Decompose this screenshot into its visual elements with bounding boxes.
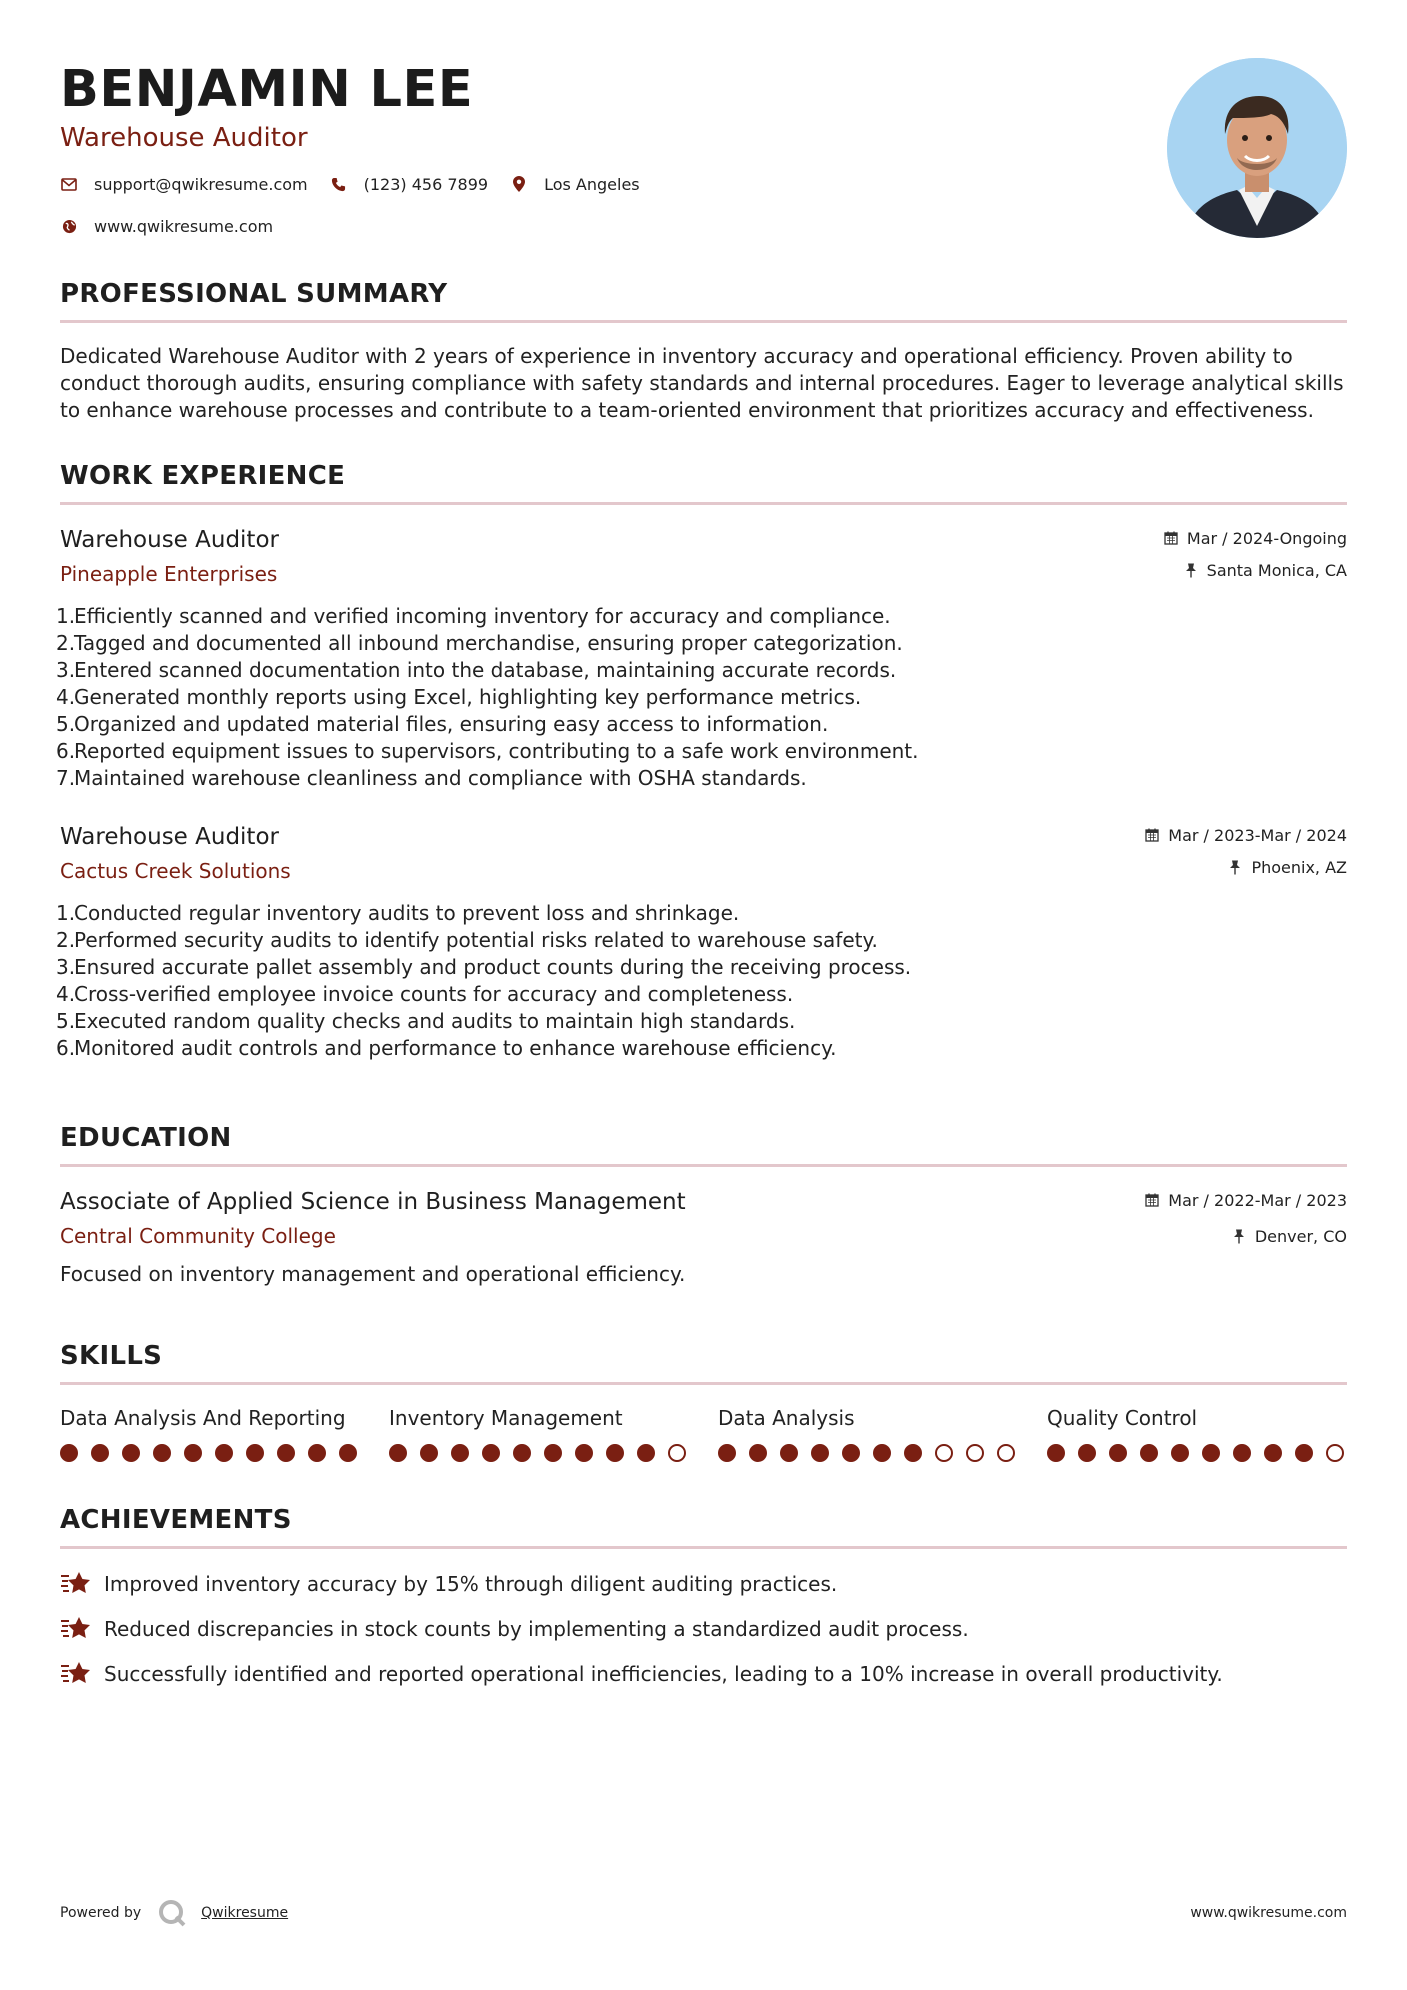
skills-grid xyxy=(60,1405,1347,1462)
rating-dot-filled xyxy=(780,1444,798,1462)
rating-dot-filled xyxy=(904,1444,922,1462)
skill-item xyxy=(60,1405,360,1462)
envelope-icon xyxy=(60,175,78,193)
summary-text: Dedicated Warehouse Auditor with 2 years of experience in inventory accuracy and operational efficiency. Proven ability to conduct thorough audits, ensuring compliance with safety standards and internal procedures. Eager to leverage analytical skills to enhance warehouse processes and contribute to a team-oriented environment that prioritizes accuracy and effectiveness. xyxy=(60,344,1344,422)
summary-section xyxy=(60,278,1347,424)
list-item: 4. Generated monthly reports using Excel, highlighting key performance metrics. xyxy=(56,685,862,709)
education-heading: EDUCATION xyxy=(60,1122,1347,1167)
skill-name: Inventory Management xyxy=(389,1406,623,1430)
contact-row-primary xyxy=(60,172,1347,196)
achievements-section xyxy=(60,1504,1347,1689)
rating-dot-filled xyxy=(1109,1444,1127,1462)
job-bullets xyxy=(56,603,1347,792)
skills-section xyxy=(60,1340,1347,1462)
job-entry xyxy=(56,822,1347,1062)
skill-name: Data Analysis And Reporting xyxy=(60,1406,346,1430)
contact-website[interactable] xyxy=(60,217,273,236)
job-meta xyxy=(1144,824,1347,878)
rating-dot-filled xyxy=(389,1444,407,1462)
footer-website[interactable]: www.qwikresume.com xyxy=(1190,1905,1347,1921)
rating-dot-filled xyxy=(308,1444,326,1462)
star-medal-icon xyxy=(60,1659,92,1689)
pushpin-icon xyxy=(1231,1228,1247,1244)
rating-dot-filled xyxy=(1264,1444,1282,1462)
rating-dot-filled xyxy=(1047,1444,1065,1462)
rating-dot-filled xyxy=(420,1444,438,1462)
job-title: Warehouse Auditor xyxy=(60,527,279,553)
pushpin-icon xyxy=(1227,859,1243,875)
skill-rating xyxy=(389,1444,689,1462)
location-text: Los Angeles xyxy=(544,174,640,194)
list-item: 6. Reported equipment issues to supervisors, contributing to a safe work environment. xyxy=(56,739,919,763)
rating-dot-filled xyxy=(339,1444,357,1462)
job-dates-text: Mar / 2023-Mar / 2024 xyxy=(1168,825,1347,845)
list-item: 2. Tagged and documented all inbound merchandise, ensuring proper categorization. xyxy=(56,631,903,655)
list-item: 3. Ensured accurate pallet assembly and product counts during the receiving process. xyxy=(56,955,912,979)
rating-dot-filled xyxy=(1233,1444,1251,1462)
skill-rating xyxy=(718,1444,1018,1462)
summary-heading: PROFESSIONAL SUMMARY xyxy=(60,278,1347,323)
list-item: 2. Performed security audits to identify potential risks related to warehouse safety. xyxy=(56,928,878,952)
education-location xyxy=(1144,1225,1347,1247)
achievement-text: Improved inventory accuracy by 15% through diligent auditing practices. xyxy=(104,1571,838,1596)
resume-header xyxy=(60,0,1347,250)
education-meta xyxy=(1144,1189,1347,1247)
degree-title: Associate of Applied Science in Business Management xyxy=(60,1189,686,1215)
achievements-list xyxy=(60,1569,1347,1689)
contact-row-secondary xyxy=(60,214,1347,238)
rating-dot-empty xyxy=(966,1444,984,1462)
calendar-icon xyxy=(1144,1192,1160,1208)
job-entry xyxy=(56,525,1347,792)
job-meta xyxy=(1163,527,1347,581)
list-item: 1. Conducted regular inventory audits to prevent loss and shrinkage. xyxy=(56,901,740,925)
rating-dot-filled xyxy=(718,1444,736,1462)
rating-dot-filled xyxy=(1171,1444,1189,1462)
job-location-text: Santa Monica, CA xyxy=(1206,560,1347,580)
education-dates xyxy=(1144,1189,1347,1211)
contact-phone[interactable] xyxy=(330,175,488,194)
achievement-text: Successfully identified and reported operational inefficiencies, leading to a 10% increase in overall productivity. xyxy=(104,1661,1223,1686)
skill-item xyxy=(1047,1405,1347,1462)
email-text: support@qwikresume.com xyxy=(94,174,308,194)
job-company: Cactus Creek Solutions xyxy=(60,859,291,883)
website-text: www.qwikresume.com xyxy=(94,216,274,236)
list-item xyxy=(60,1659,1347,1689)
skill-item xyxy=(718,1405,1018,1462)
job-dates xyxy=(1144,824,1347,846)
page-footer xyxy=(60,1898,1347,1928)
job-location xyxy=(1163,559,1347,581)
rating-dot-filled xyxy=(1078,1444,1096,1462)
skills-heading: SKILLS xyxy=(60,1340,1347,1385)
contact-email[interactable] xyxy=(60,175,308,194)
list-item: 3. Entered scanned documentation into the database, maintaining accurate records. xyxy=(56,658,897,682)
education-entry xyxy=(60,1187,1347,1288)
job-company: Pineapple Enterprises xyxy=(60,562,278,586)
qwikresume-logo-icon xyxy=(157,1898,187,1928)
rating-dot-filled xyxy=(842,1444,860,1462)
globe-icon xyxy=(60,217,78,235)
calendar-icon xyxy=(1144,827,1160,843)
phone-text: (123) 456 7899 xyxy=(363,174,489,194)
rating-dot-filled xyxy=(184,1444,202,1462)
star-medal-icon xyxy=(60,1569,92,1599)
rating-dot-filled xyxy=(122,1444,140,1462)
list-item xyxy=(60,1569,1347,1599)
achievement-text: Reduced discrepancies in stock counts by implementing a standardized audit process. xyxy=(104,1616,969,1641)
rating-dot-empty xyxy=(668,1444,686,1462)
skill-item xyxy=(389,1405,689,1462)
candidate-role: Warehouse Auditor xyxy=(60,123,308,153)
experience-section xyxy=(56,460,1347,1062)
rating-dot-filled xyxy=(811,1444,829,1462)
star-medal-icon xyxy=(60,1614,92,1644)
rating-dot-filled xyxy=(451,1444,469,1462)
qwikresume-link[interactable]: Qwikresume xyxy=(201,1905,289,1921)
calendar-icon xyxy=(1163,530,1179,546)
contact-location xyxy=(510,175,640,194)
phone-icon xyxy=(330,175,348,193)
education-description: Focused on inventory management and operational efficiency. xyxy=(60,1262,686,1286)
rating-dot-filled xyxy=(544,1444,562,1462)
rating-dot-empty xyxy=(1326,1444,1344,1462)
rating-dot-filled xyxy=(606,1444,624,1462)
education-location-text: Denver, CO xyxy=(1254,1226,1347,1246)
job-location-text: Phoenix, AZ xyxy=(1251,857,1347,877)
list-item: 5. Organized and updated material files, ensuring easy access to information. xyxy=(56,712,829,736)
rating-dot-filled xyxy=(749,1444,767,1462)
rating-dot-filled xyxy=(91,1444,109,1462)
map-pin-icon xyxy=(510,175,528,193)
profile-photo xyxy=(1167,58,1347,238)
powered-by-label: Powered by xyxy=(60,1905,142,1921)
job-dates-text: Mar / 2024-Ongoing xyxy=(1186,528,1347,548)
list-item: 6. Monitored audit controls and performance to enhance warehouse efficiency. xyxy=(56,1036,837,1060)
job-title: Warehouse Auditor xyxy=(60,824,279,850)
list-item: 7. Maintained warehouse cleanliness and compliance with OSHA standards. xyxy=(56,766,807,790)
rating-dot-filled xyxy=(1295,1444,1313,1462)
job-bullets xyxy=(56,900,1347,1062)
experience-heading: WORK EXPERIENCE xyxy=(60,460,1347,505)
rating-dot-empty xyxy=(997,1444,1015,1462)
list-item: 1. Efficiently scanned and verified incoming inventory for accuracy and compliance. xyxy=(56,604,891,628)
rating-dot-filled xyxy=(1202,1444,1220,1462)
skill-rating xyxy=(60,1444,360,1462)
rating-dot-filled xyxy=(1140,1444,1158,1462)
rating-dot-empty xyxy=(935,1444,953,1462)
rating-dot-filled xyxy=(873,1444,891,1462)
rating-dot-filled xyxy=(482,1444,500,1462)
rating-dot-filled xyxy=(246,1444,264,1462)
list-item xyxy=(60,1614,1347,1644)
rating-dot-filled xyxy=(575,1444,593,1462)
rating-dot-filled xyxy=(60,1444,78,1462)
rating-dot-filled xyxy=(637,1444,655,1462)
powered-by xyxy=(60,1898,288,1928)
school-name: Central Community College xyxy=(60,1224,336,1248)
skill-name: Quality Control xyxy=(1047,1406,1198,1430)
education-section xyxy=(60,1122,1347,1288)
pushpin-icon xyxy=(1183,562,1199,578)
job-location xyxy=(1144,856,1347,878)
rating-dot-filled xyxy=(277,1444,295,1462)
list-item: 4. Cross-verified employee invoice counts for accuracy and completeness. xyxy=(56,982,794,1006)
rating-dot-filled xyxy=(153,1444,171,1462)
education-dates-text: Mar / 2022-Mar / 2023 xyxy=(1168,1190,1347,1210)
skill-name: Data Analysis xyxy=(718,1406,855,1430)
candidate-name: BENJAMIN LEE xyxy=(60,60,474,119)
list-item: 5. Executed random quality checks and audits to maintain high standards. xyxy=(56,1009,796,1033)
achievements-heading: ACHIEVEMENTS xyxy=(60,1504,1347,1549)
skill-rating xyxy=(1047,1444,1347,1462)
job-dates xyxy=(1163,527,1347,549)
rating-dot-filled xyxy=(215,1444,233,1462)
rating-dot-filled xyxy=(513,1444,531,1462)
